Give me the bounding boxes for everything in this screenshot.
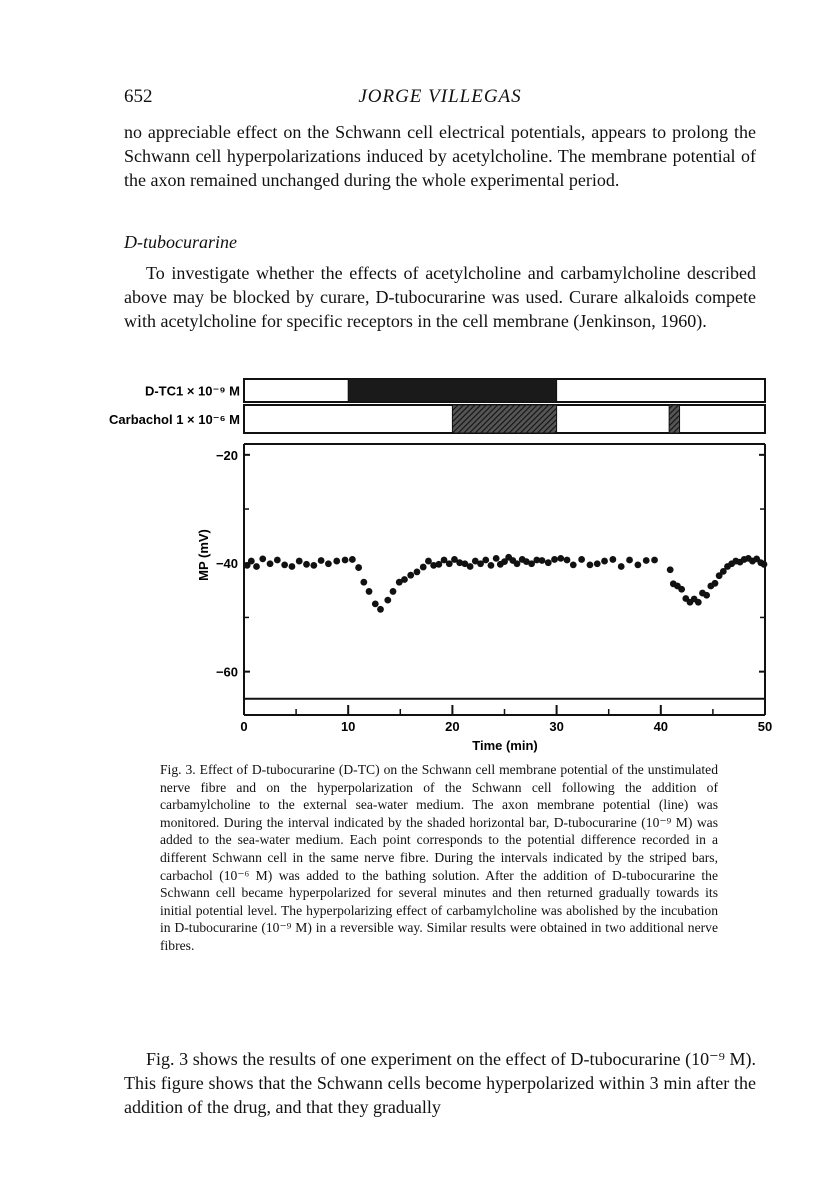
data-point [667,566,674,573]
x-tick-label: 50 [757,719,773,734]
treatment-bar-label: Carbachol 1 × 10⁻⁶ M [109,412,240,427]
data-point [545,559,552,566]
data-point [401,576,408,583]
x-axis-label: Time (min) [472,738,538,753]
data-point [420,564,427,571]
data-point [695,599,702,606]
data-point [626,557,633,564]
data-point [467,563,474,570]
data-point [634,561,641,568]
treatment-bar-label: D-TC1 × 10⁻⁹ M [144,383,240,399]
data-point [248,558,255,565]
figure-caption: Fig. 3. Effect of D-tubocurarine (D-TC) on the Schwann cell membrane potential of the unstimulated nerve fibre and on the hyperpolarization of the Schwann cell following the addition of carbamylcholine to the external sea-water medium. The axon membrane potential (line) was monitored. During the interval indicated by the shaded horizontal bar, D-tubocurarine (10⁻⁹ M) was added to the sea-water medium. Each point corresponds to the potential difference recorded in a different Schwann cell in the same nerve fibre. During the intervals indicated by the striped bars, carbachol (10⁻⁶ M) was added to the bathing solution. After the addition of D-tubocurarine the Schwann cell became hyperpolarized for several minutes and then returned gradually towards its initial potential level. The hyperpolarizing effect of carbamylcholine was abolished by the incubation in D-tubocurarine (10⁻⁹ M) in a reversible way. Similar results were obtained in two additional nerve fibres. [160,762,718,953]
data-point [539,557,546,564]
data-point [587,561,594,568]
data-point [384,597,391,604]
data-point [643,557,650,564]
data-point [678,586,685,593]
data-point [414,569,421,576]
data-point [551,556,558,563]
x-tick-label: 10 [340,719,356,734]
data-point [564,557,571,564]
data-point [310,562,317,569]
data-point [349,556,356,563]
data-point [366,588,373,595]
y-tick-label: −20 [215,447,238,463]
y-axis-label: MP (mV) [196,529,211,581]
data-point [355,564,362,571]
data-point [289,563,296,570]
data-point [253,563,260,570]
paragraph-2: To investigate whether the effects of acetylcholine and carbamylcholine described above may be blocked by curare, D-tubocurarine was used. Curare alkaloids compete with acetylcholine for specific receptors in the cell membrane (Jenkinson, 1960). [124,263,756,331]
data-point [259,556,266,563]
data-point [267,560,274,567]
data-point [333,558,340,565]
data-point [712,580,719,587]
data-point [342,557,349,564]
data-point [296,558,303,565]
running-head: JORGE VILLEGAS [358,86,522,107]
data-point [594,560,601,567]
data-point [360,579,367,586]
data-point [514,560,521,567]
x-tick-label: 0 [240,719,248,734]
data-point [407,572,414,579]
data-point [303,561,310,568]
data-point [446,560,453,567]
data-point [570,561,577,568]
data-point [425,558,432,565]
data-point [651,557,658,564]
data-point [761,561,768,568]
x-tick-label: 40 [653,719,669,734]
y-tick-label: −60 [215,664,238,680]
section-heading: D-tubocurarine [124,232,237,252]
data-point [578,556,585,563]
dtc-shaded-bar [348,379,556,402]
carbachol-striped-bar [452,405,556,433]
data-point [318,557,325,564]
paragraph-1: no appreciable effect on the Schwann cell electrical potentials, appears to prolong the Schwann cell hyperpolarizations induced by acetylcholine. The membrane potential of the axon remained unchanged during the whole experimental period. [124,122,756,190]
data-point [601,558,608,565]
data-point [493,555,500,562]
carbachol-striped-bar [669,405,679,433]
data-point [435,561,442,568]
data-point [281,561,288,568]
x-tick-label: 20 [445,719,460,734]
data-point [557,555,564,562]
data-point [274,557,281,564]
paragraph-3: Fig. 3 shows the results of one experiment on the effect of D-tubocurarine (10⁻⁹ M). This figure shows that the Schwann cells become hyperpolarized within 3 min after the addition of the drug, and that they gradually [124,1049,756,1117]
page-number: 652 [124,86,153,107]
y-tick-label: −40 [215,556,238,572]
figure-3-chart [0,370,816,770]
data-point [609,556,616,563]
data-point [377,606,384,613]
data-point [390,588,397,595]
data-point [618,563,625,570]
data-point [488,562,495,569]
data-point [482,557,489,564]
data-point [372,600,379,607]
x-tick-label: 30 [549,719,564,734]
page-header [124,86,756,110]
data-point [703,592,710,599]
data-point [325,560,332,567]
